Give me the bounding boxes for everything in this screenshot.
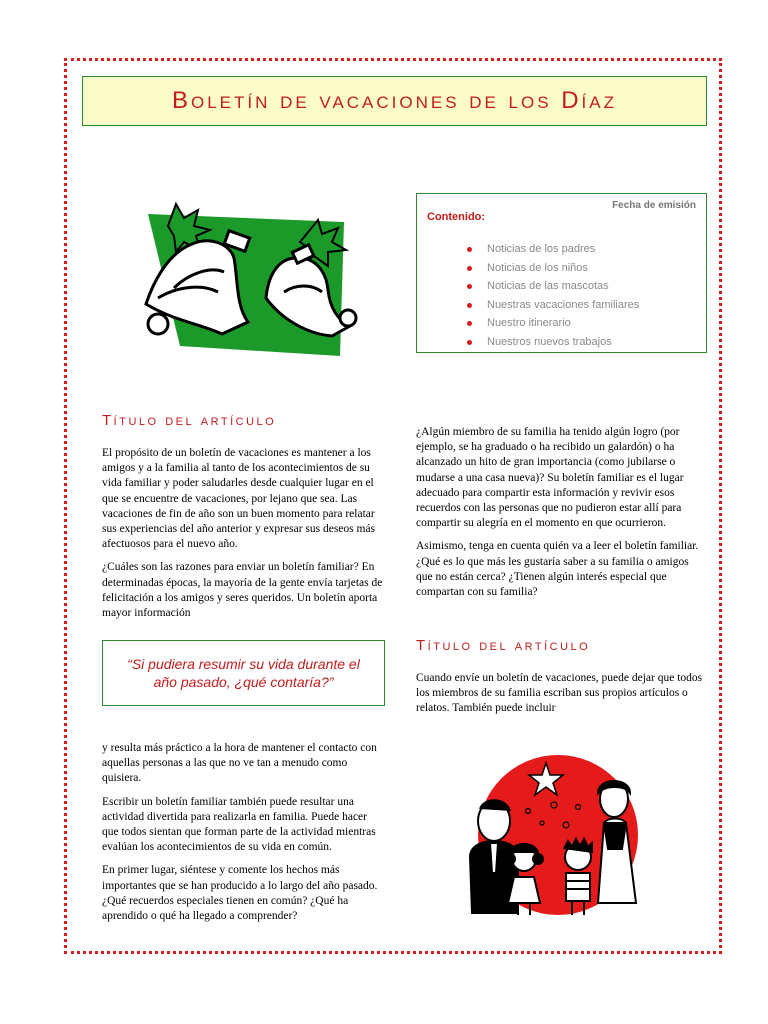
pull-quote-text: “Si pudiera resumir su vida durante el año pasado, ¿qué contaría?” <box>127 656 360 690</box>
article-2-heading: Título del artículo <box>416 637 591 654</box>
right-column-body <box>416 425 706 608</box>
article-1-heading: Título del artículo <box>102 412 277 429</box>
paragraph: En primer lugar, siéntese y comente los hechos más importantes que se han producido a lo largo del año pasado. ¿Qué recuerdos especiales tienen en común? ¿Qué ha aprendido o qué ha llegado a comprender? <box>102 864 378 923</box>
article-1-body-top <box>102 446 385 629</box>
family-with-star-icon <box>458 753 658 918</box>
contents-item: Nuestros nuevos trabajos <box>465 333 639 352</box>
article-1-body-bottom <box>102 741 385 932</box>
paragraph: ¿Cuáles son las razones para enviar un boletín familiar? En determinadas épocas, la mayoría de la gente envía tarjetas de felicitación a los amigos y seres queridos. Un boletín aporta mayor información <box>102 561 383 620</box>
issue-date: Fecha de emisión <box>612 200 696 211</box>
contents-list <box>465 240 639 351</box>
contents-item: Noticias de las mascotas <box>465 277 639 296</box>
contents-item: Noticias de los padres <box>465 240 639 259</box>
contents-item: Nuestro itinerario <box>465 314 639 333</box>
contents-label: Contenido: <box>427 211 486 223</box>
contents-item: Noticias de los niños <box>465 259 639 278</box>
pull-quote <box>102 640 385 706</box>
paragraph: y resulta más práctico a la hora de mantener el contacto con aquellas personas a las que no ve tan a menudo como quisiera. <box>102 742 377 785</box>
paragraph: Escribir un boletín familiar también puede resultar una actividad divertida para realizarla en familia. Puede hacer que todos sientan que forman parte de la actividad mientras evalúan los acontecimientos de su vida en común. <box>102 795 376 854</box>
newsletter-title: Boletín de vacaciones de los Díaz <box>172 87 617 114</box>
holly-and-bells-icon <box>118 196 368 372</box>
paragraph: Cuando envíe un boletín de vacaciones, puede dejar que todos los miembros de su familia escriban sus propios artículos o relatos. También puede incluir <box>416 672 703 715</box>
article-2-body <box>416 671 706 725</box>
paragraph: Asimismo, tenga en cuenta quién va a leer el boletín familiar. ¿Qué es lo que más les gustaría saber a su familia o amigos que no están cerca? ¿Tienen algún interés especial que compartan con su familia? <box>416 540 699 599</box>
contents-sidebar <box>416 193 707 353</box>
title-banner <box>82 76 707 126</box>
paragraph: ¿Algún miembro de su familia ha tenido algún logro (por ejemplo, se ha graduado o ha recibido un galardón) o ha alcanzado un hito de gran importancia (como jubilarse o mudarse a una casa nueva)? Su boletín familiar es el lugar adecuado para compartir esta información y revivir esos recuerdos con las personas que no pudieron estar allí para compartir su alegría en el momento en que ocurrieron. <box>416 426 684 530</box>
paragraph: El propósito de un boletín de vacaciones es mantener a los amigos y a la familia al tanto de los acontecimientos de su vida familiar y poder saludarles desde cualquier lugar en el que se encuentre de vacaciones, por lejano que sea. Las vacaciones de fin de año son un buen momento para relatar sus experiencias del año anterior y expresar sus deseos más afectuosos para el nuevo año. <box>102 447 376 551</box>
contents-item: Nuestras vacaciones familiares <box>465 296 639 315</box>
